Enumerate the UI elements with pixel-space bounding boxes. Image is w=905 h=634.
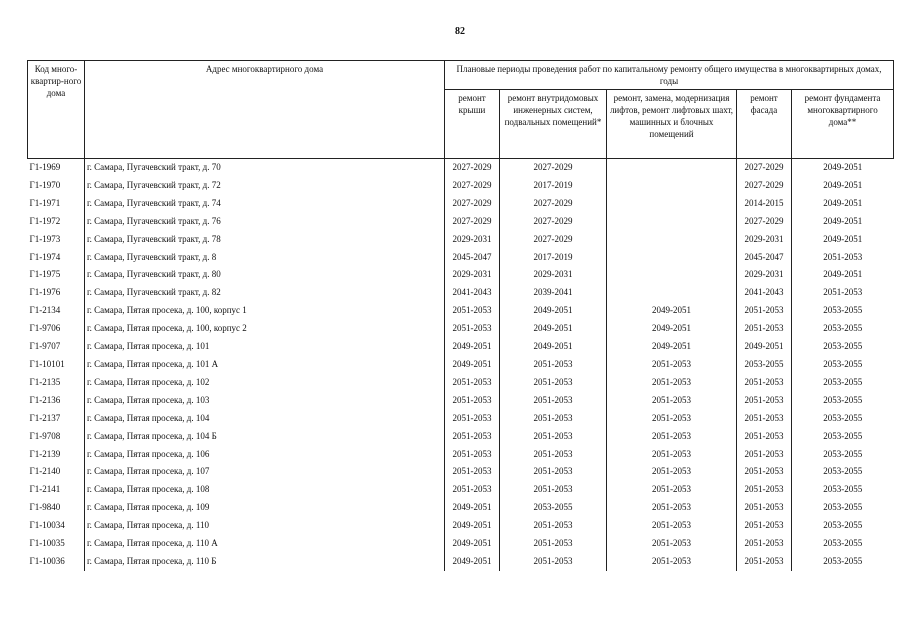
cell-code: Г1-9707 <box>29 341 61 352</box>
cell-engineering: 2027-2029 <box>500 195 607 213</box>
cell-facade: 2029-2031 <box>737 231 792 249</box>
cell-elevators <box>607 195 737 213</box>
cell-engineering: 2051-2053 <box>500 553 607 571</box>
table-row <box>28 446 894 464</box>
header-facade: ремонт фасада <box>737 90 792 159</box>
cell-elevators: 2049-2051 <box>607 320 737 338</box>
cell-roof: 2051-2053 <box>445 410 500 428</box>
cell-engineering: 2051-2053 <box>500 428 607 446</box>
cell-roof: 2049-2051 <box>445 356 500 374</box>
cell-elevators <box>607 249 737 267</box>
table-row <box>28 284 894 302</box>
cell-facade: 2051-2053 <box>737 517 792 535</box>
cell-code: Г1-2139 <box>29 448 61 459</box>
cell-roof: 2051-2053 <box>445 302 500 320</box>
table-row <box>28 535 894 553</box>
cell-facade: 2051-2053 <box>737 410 792 428</box>
cell-foundation: 2053-2055 <box>792 320 894 338</box>
cell-engineering: 2049-2051 <box>500 338 607 356</box>
cell-elevators: 2051-2053 <box>607 446 737 464</box>
cell-facade: 2051-2053 <box>737 535 792 553</box>
cell-roof: 2029-2031 <box>445 266 500 284</box>
cell-facade: 2014-2015 <box>737 195 792 213</box>
cell-engineering: 2051-2053 <box>500 374 607 392</box>
cell-elevators: 2051-2053 <box>607 499 737 517</box>
cell-code: Г1-10035 <box>29 538 65 549</box>
cell-address: г. Самара, Пятая просека, д. 100, корпус 1 <box>85 302 445 320</box>
cell-elevators: 2049-2051 <box>607 338 737 356</box>
cell-elevators: 2051-2053 <box>607 356 737 374</box>
cell-code: Г1-2137 <box>29 412 61 423</box>
cell-elevators: 2049-2051 <box>607 302 737 320</box>
cell-code: Г1-10036 <box>29 555 65 566</box>
cell-foundation: 2049-2051 <box>792 159 894 177</box>
cell-code: Г1-9708 <box>29 430 61 441</box>
table-row <box>28 177 894 195</box>
header-roof: ремонт крыши <box>445 90 500 159</box>
cell-facade: 2041-2043 <box>737 284 792 302</box>
cell-facade: 2051-2053 <box>737 374 792 392</box>
cell-elevators: 2051-2053 <box>607 428 737 446</box>
cell-foundation: 2053-2055 <box>792 446 894 464</box>
cell-engineering: 2049-2051 <box>500 302 607 320</box>
cell-elevators: 2051-2053 <box>607 553 737 571</box>
cell-address: г. Самара, Пугачевский тракт, д. 80 <box>85 266 445 284</box>
cell-foundation: 2053-2055 <box>792 410 894 428</box>
cell-engineering: 2051-2053 <box>500 463 607 481</box>
cell-foundation: 2053-2055 <box>792 517 894 535</box>
cell-elevators: 2051-2053 <box>607 463 737 481</box>
cell-elevators <box>607 159 737 177</box>
cell-elevators: 2051-2053 <box>607 374 737 392</box>
cell-foundation: 2053-2055 <box>792 535 894 553</box>
cell-roof: 2029-2031 <box>445 231 500 249</box>
table-row <box>28 213 894 231</box>
header-periods-group: Плановые периоды проведения работ по капитальному ремонту общего имущества в многоквартирных домах, годы <box>445 61 894 90</box>
cell-roof: 2051-2053 <box>445 446 500 464</box>
header-address: Адрес многоквартирного дома <box>85 61 445 159</box>
table-row <box>28 231 894 249</box>
cell-facade: 2049-2051 <box>737 338 792 356</box>
header-engineering: ремонт внутридомовых инженерных систем, подвальных помещений* <box>500 90 607 159</box>
cell-elevators: 2051-2053 <box>607 517 737 535</box>
cell-address: г. Самара, Пятая просека, д. 107 <box>85 463 445 481</box>
cell-roof: 2049-2051 <box>445 553 500 571</box>
table-row <box>28 374 894 392</box>
cell-address: г. Самара, Пятая просека, д. 110 <box>85 517 445 535</box>
cell-facade: 2027-2029 <box>737 177 792 195</box>
table-row <box>28 553 894 571</box>
cell-engineering: 2051-2053 <box>500 517 607 535</box>
cell-address: г. Самара, Пятая просека, д. 101 А <box>85 356 445 374</box>
cell-facade: 2051-2053 <box>737 302 792 320</box>
cell-address: г. Самара, Пятая просека, д. 104 <box>85 410 445 428</box>
cell-roof: 2051-2053 <box>445 374 500 392</box>
cell-foundation: 2053-2055 <box>792 356 894 374</box>
cell-facade: 2051-2053 <box>737 446 792 464</box>
cell-roof: 2041-2043 <box>445 284 500 302</box>
cell-foundation: 2053-2055 <box>792 428 894 446</box>
repair-schedule-table <box>27 60 894 571</box>
table-row <box>28 302 894 320</box>
page-number: 82 <box>455 26 465 37</box>
cell-engineering: 2051-2053 <box>500 410 607 428</box>
cell-facade: 2045-2047 <box>737 249 792 267</box>
cell-engineering: 2039-2041 <box>500 284 607 302</box>
cell-elevators <box>607 213 737 231</box>
cell-facade: 2051-2053 <box>737 463 792 481</box>
cell-engineering: 2051-2053 <box>500 356 607 374</box>
cell-foundation: 2053-2055 <box>792 302 894 320</box>
cell-elevators <box>607 284 737 302</box>
cell-address: г. Самара, Пятая просека, д. 103 <box>85 392 445 410</box>
cell-foundation: 2053-2055 <box>792 553 894 571</box>
cell-roof: 2045-2047 <box>445 249 500 267</box>
cell-address: г. Самара, Пятая просека, д. 104 Б <box>85 428 445 446</box>
cell-code: Г1-1970 <box>29 179 61 190</box>
cell-foundation: 2053-2055 <box>792 499 894 517</box>
table-row <box>28 320 894 338</box>
cell-address: г. Самара, Пугачевский тракт, д. 76 <box>85 213 445 231</box>
cell-roof: 2027-2029 <box>445 159 500 177</box>
cell-code: Г1-2135 <box>29 376 61 387</box>
cell-engineering: 2051-2053 <box>500 481 607 499</box>
cell-facade: 2051-2053 <box>737 320 792 338</box>
cell-code: Г1-2136 <box>29 394 61 405</box>
cell-code: Г1-2134 <box>29 305 61 316</box>
cell-code: Г1-1972 <box>29 215 61 226</box>
cell-foundation: 2049-2051 <box>792 231 894 249</box>
cell-address: г. Самара, Пугачевский тракт, д. 82 <box>85 284 445 302</box>
table-row <box>28 392 894 410</box>
cell-code: Г1-2141 <box>29 484 61 495</box>
cell-engineering: 2029-2031 <box>500 266 607 284</box>
cell-roof: 2051-2053 <box>445 392 500 410</box>
cell-elevators <box>607 266 737 284</box>
cell-roof: 2049-2051 <box>445 517 500 535</box>
table-row <box>28 463 894 481</box>
cell-foundation: 2051-2053 <box>792 249 894 267</box>
cell-roof: 2049-2051 <box>445 499 500 517</box>
cell-foundation: 2053-2055 <box>792 392 894 410</box>
table-body <box>28 159 894 571</box>
cell-engineering: 2027-2029 <box>500 159 607 177</box>
cell-elevators: 2051-2053 <box>607 392 737 410</box>
cell-roof: 2051-2053 <box>445 481 500 499</box>
cell-address: г. Самара, Пугачевский тракт, д. 70 <box>85 159 445 177</box>
cell-address: г. Самара, Пятая просека, д. 101 <box>85 338 445 356</box>
cell-address: г. Самара, Пятая просека, д. 102 <box>85 374 445 392</box>
cell-engineering: 2051-2053 <box>500 446 607 464</box>
cell-elevators: 2051-2053 <box>607 535 737 553</box>
cell-facade: 2027-2029 <box>737 159 792 177</box>
cell-code: Г1-10034 <box>29 520 65 531</box>
cell-elevators <box>607 177 737 195</box>
table-row <box>28 266 894 284</box>
cell-facade: 2051-2053 <box>737 481 792 499</box>
header-row-top <box>28 61 894 90</box>
cell-address: г. Самара, Пятая просека, д. 100, корпус 2 <box>85 320 445 338</box>
cell-address: г. Самара, Пятая просека, д. 110 Б <box>85 553 445 571</box>
table-row <box>28 249 894 267</box>
cell-address: г. Самара, Пугачевский тракт, д. 74 <box>85 195 445 213</box>
cell-engineering: 2027-2029 <box>500 213 607 231</box>
cell-elevators: 2051-2053 <box>607 481 737 499</box>
cell-engineering: 2017-2019 <box>500 249 607 267</box>
cell-code: Г1-1975 <box>29 269 61 280</box>
cell-elevators: 2051-2053 <box>607 410 737 428</box>
cell-engineering: 2049-2051 <box>500 320 607 338</box>
cell-foundation: 2049-2051 <box>792 177 894 195</box>
cell-roof: 2049-2051 <box>445 338 500 356</box>
cell-foundation: 2053-2055 <box>792 338 894 356</box>
cell-roof: 2051-2053 <box>445 320 500 338</box>
cell-elevators <box>607 231 737 249</box>
cell-roof: 2027-2029 <box>445 213 500 231</box>
cell-facade: 2051-2053 <box>737 428 792 446</box>
cell-engineering: 2051-2053 <box>500 535 607 553</box>
cell-roof: 2027-2029 <box>445 195 500 213</box>
cell-foundation: 2049-2051 <box>792 195 894 213</box>
table-row <box>28 338 894 356</box>
cell-address: г. Самара, Пятая просека, д. 109 <box>85 499 445 517</box>
cell-foundation: 2049-2051 <box>792 266 894 284</box>
table-row <box>28 356 894 374</box>
cell-foundation: 2053-2055 <box>792 463 894 481</box>
cell-code: Г1-1969 <box>29 162 61 172</box>
cell-engineering: 2027-2029 <box>500 231 607 249</box>
cell-address: г. Самара, Пугачевский тракт, д. 72 <box>85 177 445 195</box>
cell-roof: 2027-2029 <box>445 177 500 195</box>
cell-code: Г1-1971 <box>29 197 61 208</box>
header-elevators: ремонт, замена, модернизация лифтов, ремонт лифтовых шахт, машинных и блочных помещений <box>607 90 737 159</box>
cell-foundation: 2053-2055 <box>792 374 894 392</box>
cell-address: г. Самара, Пугачевский тракт, д. 78 <box>85 231 445 249</box>
table-row <box>28 481 894 499</box>
cell-code: Г1-10101 <box>29 358 65 369</box>
cell-address: г. Самара, Пятая просека, д. 108 <box>85 481 445 499</box>
table-row <box>28 517 894 535</box>
cell-facade: 2029-2031 <box>737 266 792 284</box>
table-row <box>28 195 894 213</box>
cell-code: Г1-9840 <box>29 502 61 513</box>
cell-code: Г1-1974 <box>29 251 61 262</box>
cell-roof: 2049-2051 <box>445 535 500 553</box>
header-code: Код много-квартир-ного дома <box>28 61 85 159</box>
cell-facade: 2027-2029 <box>737 213 792 231</box>
cell-engineering: 2053-2055 <box>500 499 607 517</box>
cell-roof: 2051-2053 <box>445 428 500 446</box>
table-row <box>28 410 894 428</box>
header-foundation: ремонт фундамента многоквартирного дома** <box>792 90 894 159</box>
cell-foundation: 2049-2051 <box>792 213 894 231</box>
table-row <box>28 159 894 177</box>
cell-foundation: 2053-2055 <box>792 481 894 499</box>
cell-code: Г1-2140 <box>29 466 61 477</box>
cell-engineering: 2051-2053 <box>500 392 607 410</box>
cell-code: Г1-1973 <box>29 233 61 244</box>
table-row <box>28 499 894 517</box>
cell-address: г. Самара, Пятая просека, д. 110 А <box>85 535 445 553</box>
cell-facade: 2051-2053 <box>737 499 792 517</box>
cell-facade: 2051-2053 <box>737 553 792 571</box>
cell-address: г. Самара, Пугачевский тракт, д. 8 <box>85 249 445 267</box>
cell-foundation: 2051-2053 <box>792 284 894 302</box>
cell-code: Г1-1976 <box>29 287 61 298</box>
cell-roof: 2051-2053 <box>445 463 500 481</box>
cell-address: г. Самара, Пятая просека, д. 106 <box>85 446 445 464</box>
cell-facade: 2053-2055 <box>737 356 792 374</box>
cell-facade: 2051-2053 <box>737 392 792 410</box>
table-row <box>28 428 894 446</box>
cell-code: Г1-9706 <box>29 323 61 334</box>
cell-engineering: 2017-2019 <box>500 177 607 195</box>
